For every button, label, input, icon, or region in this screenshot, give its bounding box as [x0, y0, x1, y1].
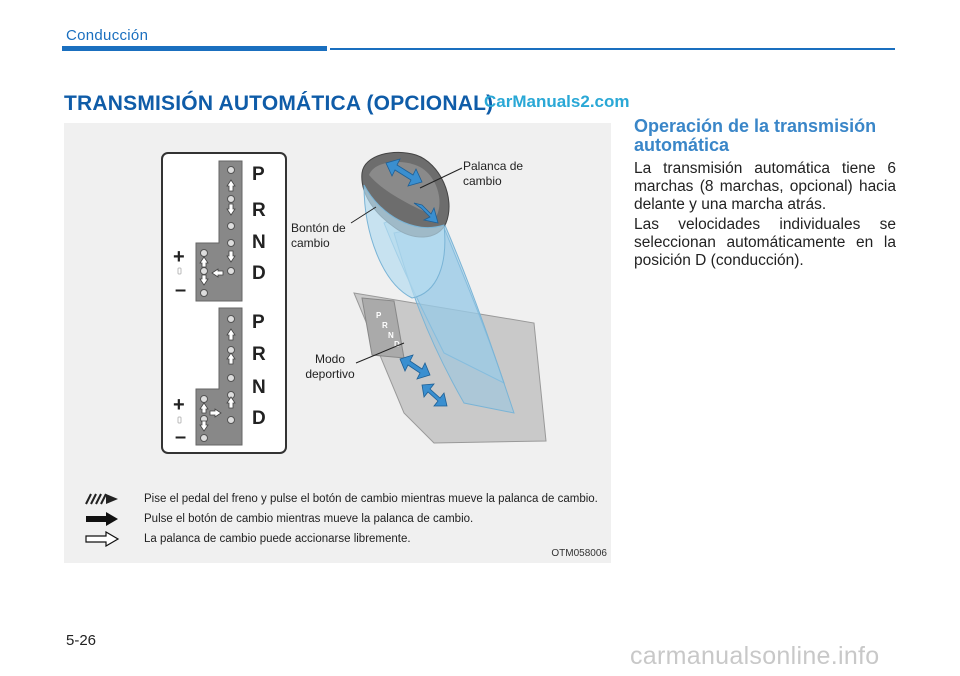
gear-letter: D [252, 408, 266, 429]
plus-sign: + [173, 246, 185, 268]
header-rule-thick [62, 46, 327, 51]
svg-text:N: N [388, 331, 394, 340]
watermark-top: CarManuals2.com [484, 92, 630, 111]
svg-text:R: R [382, 321, 388, 330]
side-paragraph: Las velocidades individuales se seleccionan automáticamente en la posición D (conducción). [634, 216, 896, 269]
legend-text: Pulse el botón de cambio mientras mueve la palanca de cambio. [144, 513, 474, 525]
plus-sign: + [173, 394, 185, 416]
svg-text:D: D [394, 340, 400, 349]
legend-row-solid [84, 511, 473, 527]
shift-lever-figure [64, 123, 611, 563]
watermark-bottom: carmanualsonline.info [630, 642, 880, 670]
gear-letter: D [252, 263, 266, 284]
outline-arrow-icon [84, 531, 120, 547]
label-sport-mode: Modo deportivo [305, 352, 355, 381]
figure-code: OTM058006 [551, 548, 607, 559]
minus-sign: – [175, 426, 187, 448]
side-heading: Operación de la transmisión automática [634, 116, 877, 155]
hatched-arrow-icon [84, 491, 120, 507]
svg-text:P: P [376, 311, 382, 320]
legend-text: Pise el pedal del freno y pulse el botón de cambio mientras mueve la palanca de cambio. [144, 493, 598, 505]
gear-letter: P [252, 164, 265, 185]
legend-text: La palanca de cambio puede accionarse libremente. [144, 533, 411, 545]
label-button: Bontón de cambio [291, 221, 346, 250]
gear-letter: N [252, 232, 266, 253]
gear-letter: P [252, 312, 265, 333]
gear-letter: N [252, 377, 266, 398]
legend-row-hatched [84, 491, 598, 507]
legend-row-outline [84, 531, 411, 547]
side-paragraph: La transmisión automática tiene 6 marchas (8 marchas, opcional) hacia delante y una marcha atrás. [634, 160, 896, 213]
solid-arrow-icon [84, 511, 120, 527]
gear-letter: R [252, 200, 266, 221]
label-lever: Palanca de cambio [463, 159, 524, 188]
page-number: 5-26 [66, 632, 97, 649]
minus-sign: – [175, 279, 187, 301]
header-rule-thin [330, 48, 895, 50]
section-label: Conducción [66, 27, 149, 44]
page-title: TRANSMISIÓN AUTOMÁTICA (OPCIONAL) [64, 92, 494, 115]
gear-letter: R [252, 344, 266, 365]
